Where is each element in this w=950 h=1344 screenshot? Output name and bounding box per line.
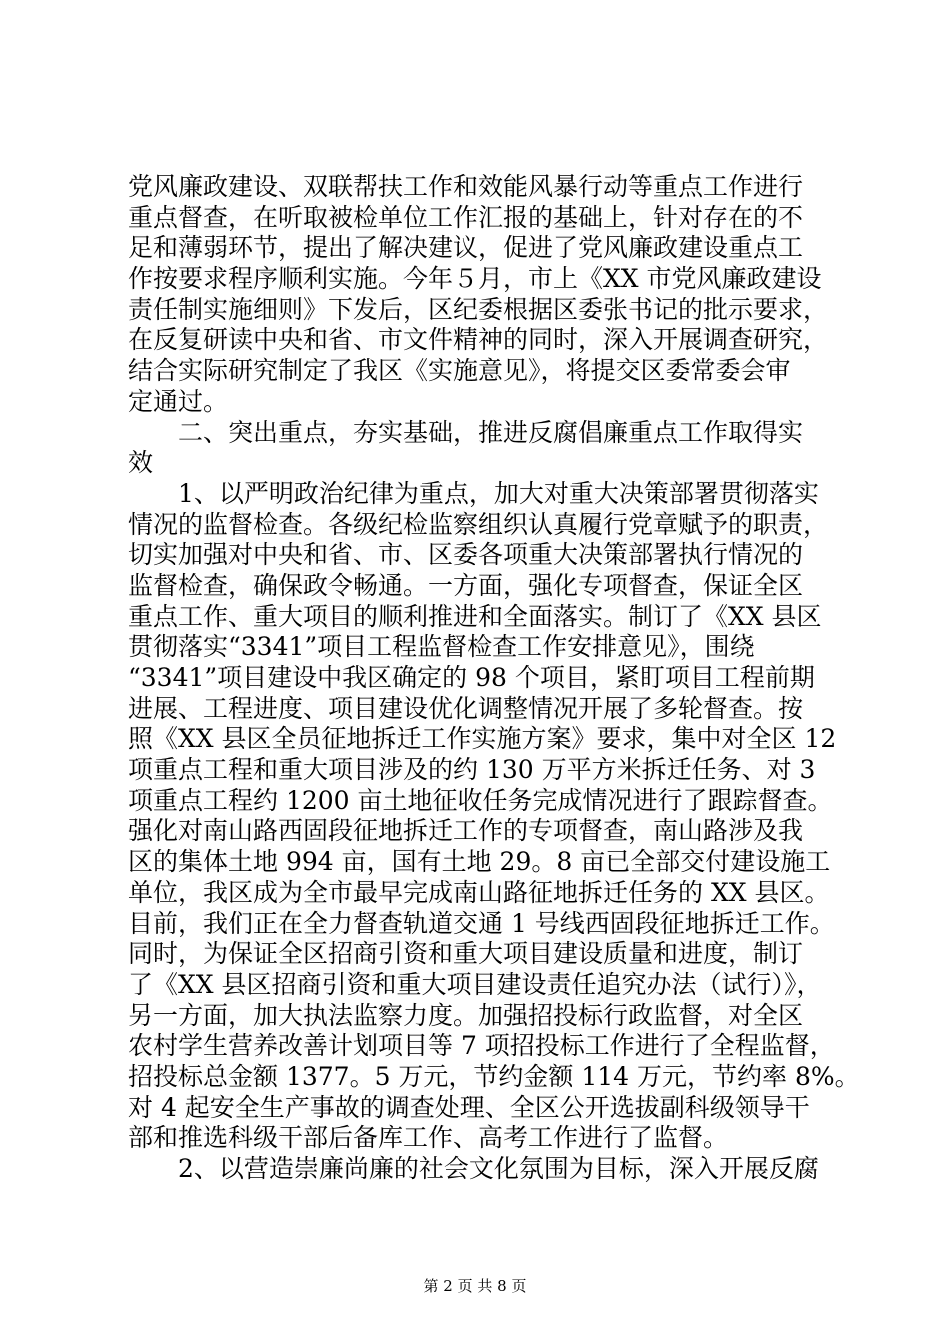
text-line: 情况的监督检查。各级纪检监察组织认真履行党章赋予的职责， [128,509,829,539]
page-number-label: 第 2 页 共 8 页 [423,1277,527,1295]
text-line: 在反复研读中央和省、市文件精神的同时，深入开展调查研究， [128,325,829,355]
text-line: 2、以营造崇廉尚廉的社会文化氛围为目标，深入开展反腐 [128,1154,819,1183]
text-line: 强化对南山路西固段征地拆迁工作的专项督查，南山路涉及我 [128,816,804,846]
text-line: 招投标总金额 1377。5 万元，节约金额 114 万元，节约率 8%。 [128,1061,860,1091]
text-line: 定通过。 [128,386,229,416]
page-footer [0,1276,950,1296]
text-line: 区的集体土地 994 亩，国有土地 29。8 亩已全部交付建设施工 [128,847,831,877]
text-line: 照《XX 县区全员征地拆迁工作实施方案》要求，集中对全区 12 [128,724,837,754]
text-line: 重点督查，在听取被检单位工作汇报的基础上，针对存在的不 [128,202,804,232]
text-line: 目前，我们正在全力督查轨道交通 1 号线西固段征地拆迁工作。 [128,908,835,938]
text-line: 重点工作、重大项目的顺利推进和全面落实。制订了《XX 县区 [128,601,822,631]
text-line: 监督检查，确保政令畅通。一方面，强化专项督查，保证全区 [128,570,804,600]
text-line: 项重点工程约 1200 亩土地征收任务完成情况进行了跟踪督查。 [128,785,833,815]
text-line: 进展、工程进度、项目建设优化调整情况开展了多轮督查。按 [128,693,804,723]
text-line: 项重点工程和重大项目涉及的约 130 万平方米拆迁任务、对 3 [128,755,816,785]
text-line: 1、以严明政治纪律为重点，加大对重大决策部署贯彻落实 [128,478,819,508]
text-line: “3341”项目建设中我区确定的 98 个项目，紧盯项目工程前期 [128,663,815,692]
text-line: 农村学生营养改善计划项目等 7 项招投标工作进行了全程监督， [128,1031,835,1061]
text-line: 部和推选科级干部后备库工作、高考工作进行了监督。 [128,1123,729,1153]
text-line: 党风廉政建设、双联帮扶工作和效能风暴行动等重点工作进行 [128,172,804,201]
text-line: 单位，我区成为全市最早完成南山路征地拆迁任务的 XX 县区。 [128,877,830,907]
text-line: 同时，为保证全区招商引资和重大项目建设质量和进度，制订 [128,939,804,969]
text-line: 足和薄弱环节，提出了解决建议，促进了党风廉政建设重点工 [128,233,804,263]
document-body [128,172,860,1185]
text-line: 责任制实施细则》下发后，区纪委根据区委张书记的批示要求， [128,294,829,324]
text-line: 切实加强对中央和省、市、区委各项重大决策部署执行情况的 [128,540,804,570]
section-heading-line: 效 [128,448,154,478]
text-line: 作按要求程序顺利实施。今年５月，市上《XX 市党风廉政建设 [128,264,822,294]
text-line: 对 4 起安全生产事故的调查处理、全区公开选拔副科级领导干 [128,1092,810,1122]
text-line: 贯彻落实“3341”项目工程监督检查工作安排意见》，围绕 [128,632,755,662]
text-line: 了《XX 县区招商引资和重大项目建设责任追究办法（试行）》， [128,969,822,999]
text-line: 另一方面，加大执法监察力度。加强招投标行政监督，对全区 [128,1000,804,1030]
section-heading-line: 二、突出重点，夯实基础，推进反腐倡廉重点工作取得实 [128,417,804,447]
text-line: 结合实际研究制定了我区《实施意见》，将提交区委常委会审 [128,356,791,386]
